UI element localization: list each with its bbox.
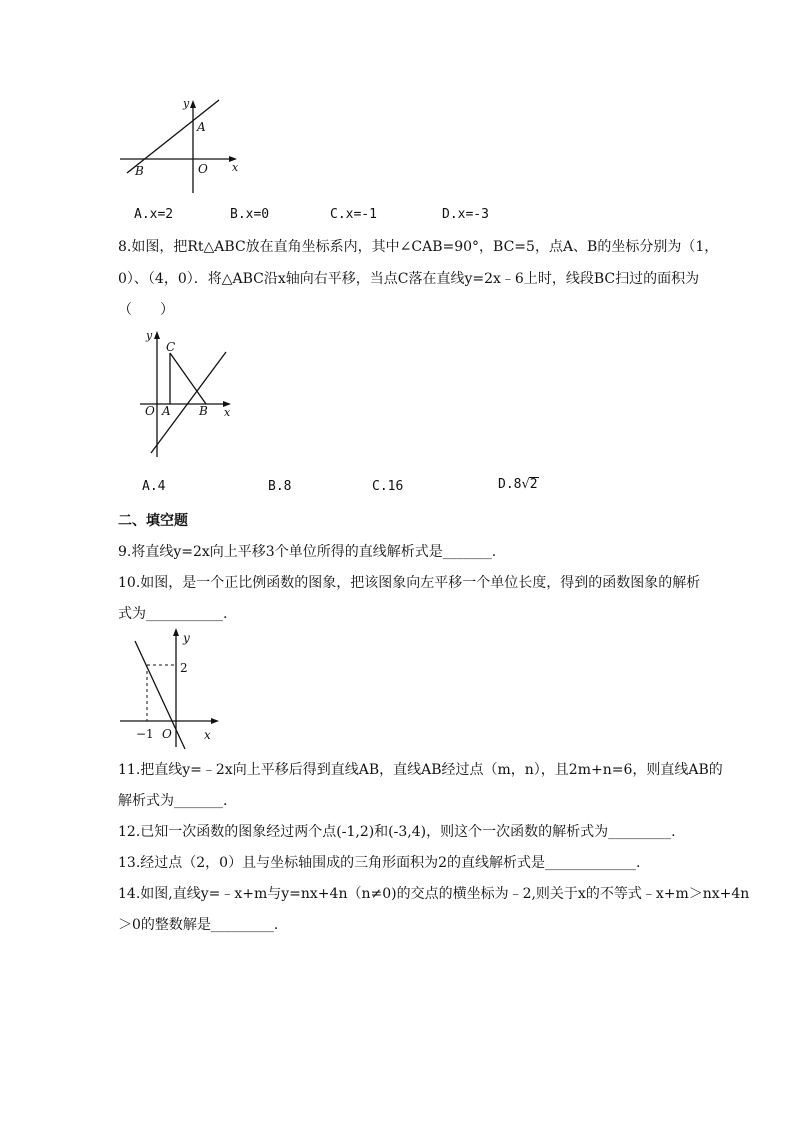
q8-y-arrow-icon [154,331,160,339]
q10-neg1-label: −1 [136,727,154,741]
q7-option-c: C.x=-1 [330,207,377,222]
q7-graph [115,95,245,195]
q13-text: 13.经过点（2，0）且与坐标轴围成的三角形面积为2的直线解析式是_____________. [118,855,641,871]
q10-text-line2: 式为___________. [118,606,228,622]
q7-x-label: x [232,161,239,174]
q14-text-line1: 14.如图,直线y=﹣x+m与y=nx+4n（n≠0)的交点的横坐标为﹣2,则关于x的不等式﹣x+m＞nx+4n [118,886,750,902]
section-heading: 二、填空题 [118,513,188,529]
q8-c-label: C [166,340,176,354]
q10-graph [118,625,228,750]
q10-two-label: 2 [180,661,188,675]
q12-text: 12.已知一次函数的图象经过两个点(-1,2)和(-3,4)，则这个一次函数的解析式为_________. [118,824,676,840]
q10-y-arrow-icon [173,628,179,636]
q8-function-line [151,352,226,453]
q7-a-label: A [197,120,206,134]
q8-option-b: B.8 [268,479,292,494]
q8-text-line3: （ ） [118,302,174,318]
q14-text-line2: ＞0的整数解是_________. [118,917,279,933]
q8-option-d-prefix: D.8 [498,477,522,492]
q8-text-line2: 0）、（4，0）．将△ABC沿x轴向右平移，当点C落在直线y=2x﹣6上时，线段BC扫过的面积为 [118,271,700,287]
q7-y-arrow-icon [190,100,196,108]
q8-b-label: B [199,404,208,418]
q11-text-line2: 解析式为_______. [118,793,228,809]
q8-y-label: y [146,329,153,342]
q9-text: 9.将直线y=2x向上平移3个单位所得的直线解析式是_______. [118,544,497,560]
q7-y-label: y [183,97,190,110]
q8-option-c: C.16 [372,479,404,494]
q10-y-label: y [183,631,190,645]
sqrt-icon: √ [521,477,530,492]
q8-option-d-radicand: 2 [529,477,538,492]
q8-o-label: O [145,404,155,418]
q11-text-line1: 11.把直线y=﹣2x向上平移后得到直线AB，直线AB经过点（m，n），且2m+n=6，则直线AB的 [118,762,723,778]
q7-b-label: B [135,164,144,178]
q10-x-label: x [204,728,211,742]
q10-x-arrow-icon [211,718,219,724]
q8-option-d [498,477,539,492]
q8-text-line1: 8.如图，把Rt△ABC放在直角坐标系内，其中∠CAB=90°，BC=5，点A、B的坐标分别为（1， [118,239,719,255]
q7-option-d: D.x=-3 [442,207,489,222]
q8-graph [136,325,236,465]
q8-option-a: A.4 [142,479,166,494]
q8-side-bc [170,353,206,404]
q7-option-a: A.x=2 [134,207,174,222]
q10-o-label: O [162,727,172,741]
q7-option-b: B.x=0 [230,207,270,222]
q7-o-label: O [198,162,208,176]
q10-text-line1: 10.如图，是一个正比例函数的图象，把该图象向左平移一个单位长度，得到的函数图象的解析 [118,575,701,591]
q8-x-label: x [224,406,231,419]
q8-a-label: A [162,404,171,418]
